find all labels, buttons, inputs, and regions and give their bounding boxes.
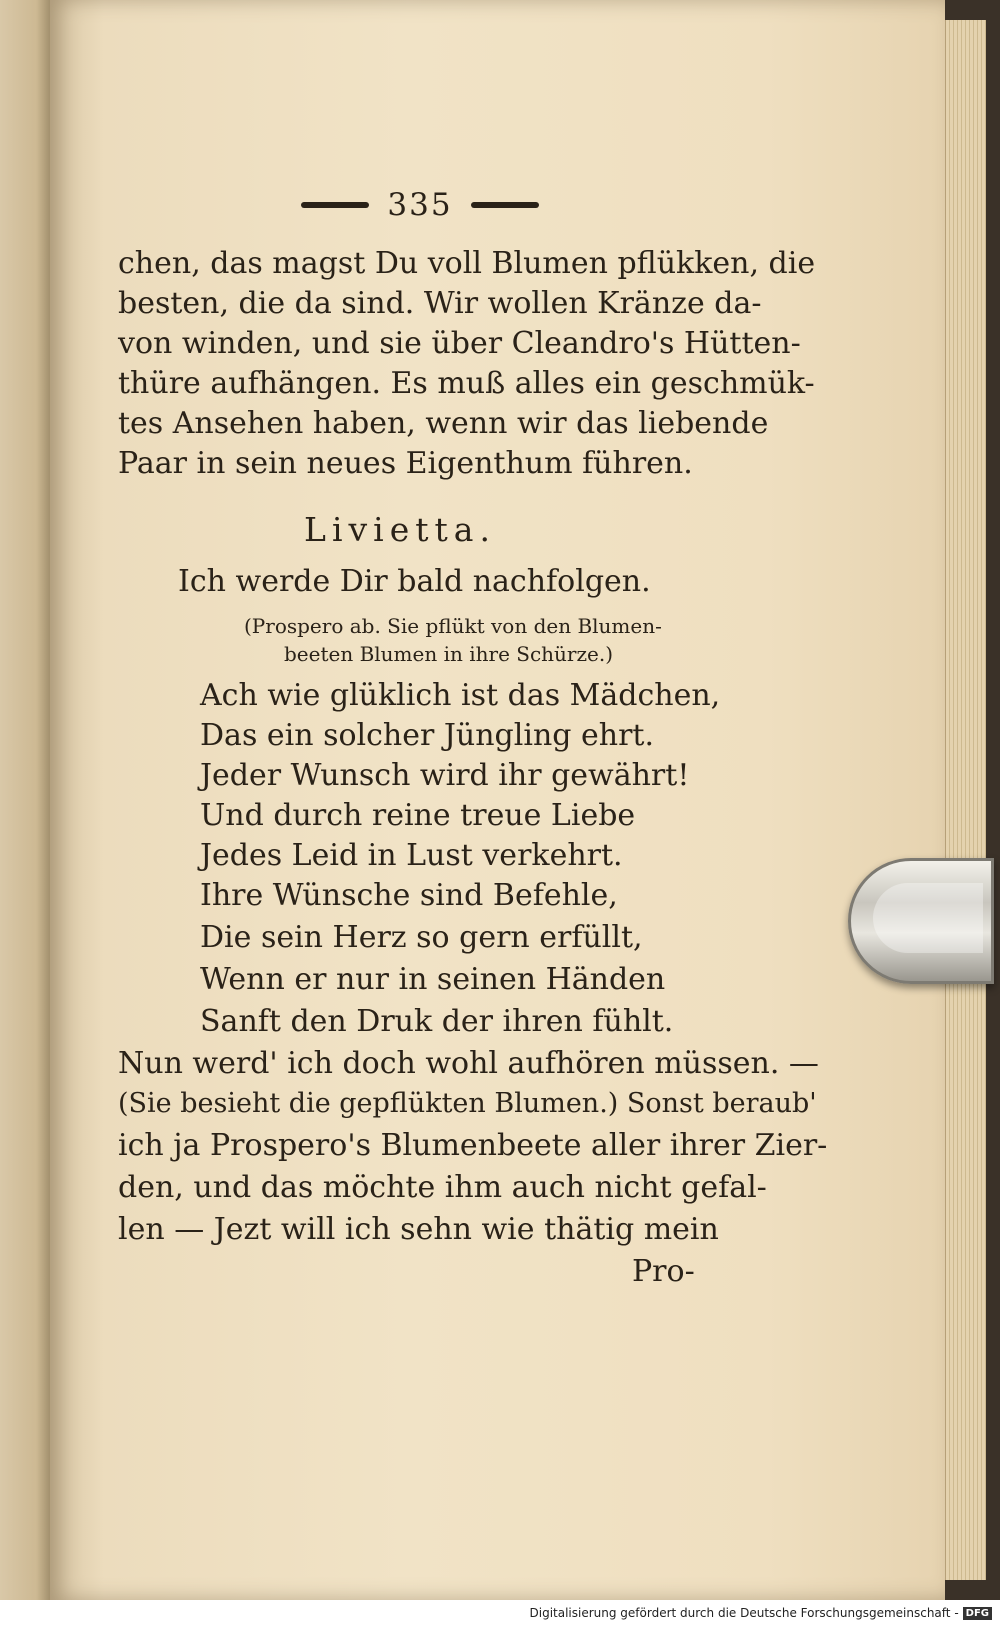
dfg-logo: DFG [963, 1607, 992, 1620]
footer-text: Digitalisierung gefördert durch die Deutsche Forschungsgemeinschaft - [529, 1606, 959, 1620]
right-ornament-icon [471, 202, 539, 208]
text-line: (Sie besieht die gepflükten Blumen.) Sonst beraub' [118, 1088, 817, 1119]
speaker-name: Livietta. [304, 510, 496, 549]
text-line: chen, das magst Du voll Blumen pflükken, die [118, 246, 816, 281]
text-line: thüre aufhängen. Es muß alles ein geschmük- [118, 366, 815, 401]
left-ornament-icon [301, 202, 369, 208]
text-line: von winden, und sie über Cleandro's Hütten- [118, 326, 801, 361]
text-line: tes Ansehen haben, wenn wir das liebende [118, 406, 769, 441]
catchword: Pro- [632, 1254, 695, 1289]
text-line: ich ja Prospero's Blumenbeete aller ihrer Zier- [118, 1128, 828, 1163]
digitization-footer [0, 1600, 1000, 1626]
text-line: Paar in sein neues Eigenthum führen. [118, 446, 693, 481]
verse-line: Wenn er nur in seinen Händen [200, 962, 666, 997]
verse-line: Ihre Wünsche sind Befehle, [200, 878, 618, 913]
text-line: len — Jezt will ich sehn wie thätig mein [118, 1212, 719, 1247]
verse-line: Ach wie glüklich ist das Mädchen, [200, 678, 721, 713]
verse-line: Sanft den Druk der ihren fühlt. [200, 1004, 674, 1039]
stage-direction-line: beeten Blumen in ihre Schürze.) [284, 642, 614, 666]
verse-line: Jeder Wunsch wird ihr gewährt! [200, 758, 690, 793]
verse-line: Und durch reine treue Liebe [200, 798, 636, 833]
text-line: Nun werd' ich doch wohl aufhören müssen. — [118, 1046, 819, 1081]
text-line: besten, die da sind. Wir wollen Kränze da- [118, 286, 762, 321]
verse-line: Jedes Leid in Lust verkehrt. [200, 838, 623, 873]
page-header [280, 180, 560, 230]
text-line: den, und das möchte ihm auch nicht gefal- [118, 1170, 767, 1205]
speech-line: Ich werde Dir bald nachfolgen. [178, 564, 651, 599]
page-number: 335 [387, 187, 453, 223]
stage-direction-line: (Prospero ab. Sie pflükt von den Blumen- [244, 614, 662, 638]
verse-line: Die sein Herz so gern erfüllt, [200, 920, 643, 955]
verse-line: Das ein solcher Jüngling ehrt. [200, 718, 655, 753]
